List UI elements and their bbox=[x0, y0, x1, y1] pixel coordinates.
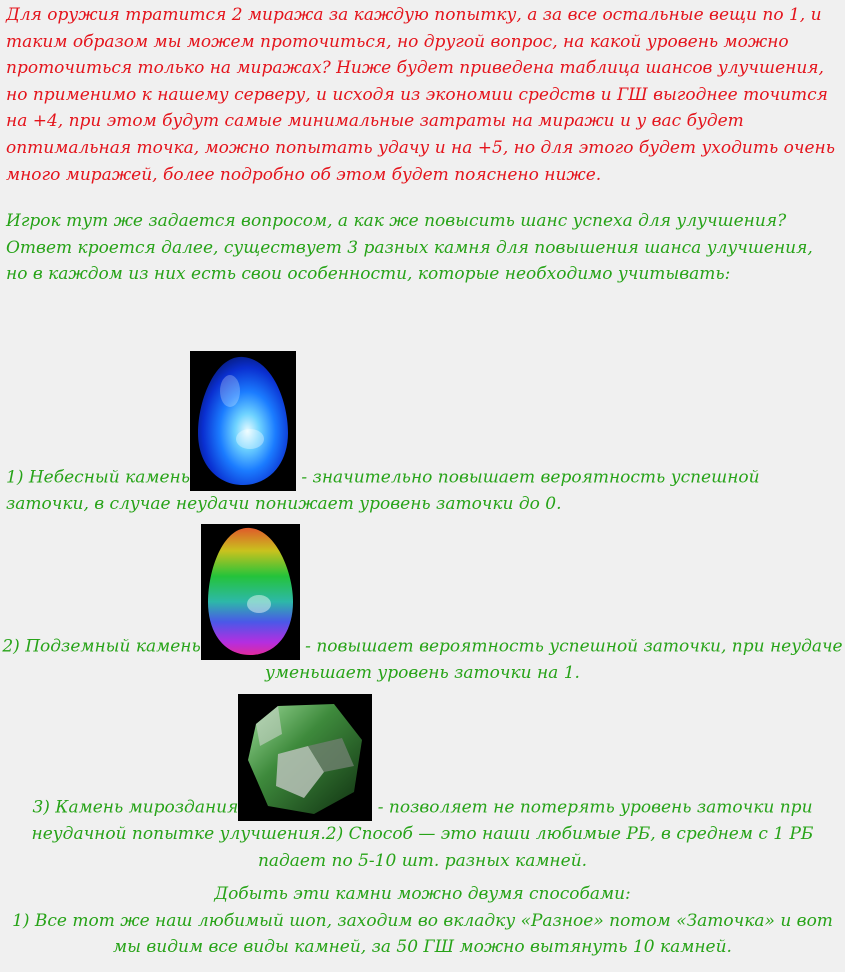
obtain-heading: Добыть эти камни можно двумя способами: bbox=[214, 884, 631, 904]
stone-label: 2) Подземный камень bbox=[2, 636, 201, 657]
blue-egg-stone-icon bbox=[190, 351, 296, 491]
stone-item-creation bbox=[0, 694, 845, 874]
intro-paragraph: Для оружия тратится 2 миража за каждую попытку, а за все остальные вещи по 1, и таким образом мы можем проточиться, но другой вопрос, на какой уровень можно проточиться только на миражах? Ниже будет приведена таблица шансов улучшения, но применимо к нашему серверу, и исходя из экономии средств и ГШ выгоднее точится на +4, при этом будут самые минимальные затраты на миражи и у вас будет оптимальная точка, можно попытать удачу и на +5, но для этого будет уходить очень много миражей, более подробно об этом будет пояснено ниже. bbox=[6, 5, 835, 185]
stone-description: - повышает вероятность успешной заточки, при неудаче уменьшает уровень заточки на 1. bbox=[265, 636, 843, 683]
stone-label: 1) Небесный камень bbox=[6, 467, 190, 488]
obtain-section bbox=[0, 881, 845, 961]
stone-label: 3) Камень мироздания bbox=[32, 797, 239, 818]
stone-item-heavenly bbox=[0, 351, 845, 518]
stone-description: - значительно повышает вероятность успешной заточки, в случае неудачи понижает уровень заточки до 0. bbox=[6, 467, 760, 514]
method-1-text: 1) Все тот же наш любимый шоп, заходим во вкладку «Разное» потом «Заточка» и вот мы видим все виды камней, за 50 ГШ можно вытянуть 10 камней. bbox=[12, 910, 833, 958]
method-2-text: 2) Способ — это наши любимые РБ, в среднем с 1 РБ падает по 5-10 шт. разных камней. bbox=[257, 824, 814, 871]
question-paragraph: Игрок тут же задается вопросом, а как же повысить шанс успеха для улучшения? Ответ кроется далее, существует 3 разных камня для повышения шанса улучшения, но в каждом из них есть свои особенности, которые необходимо учитывать: bbox=[6, 211, 813, 285]
stone-item-underground bbox=[0, 524, 845, 687]
stone-description: - позволяет не потерять уровень заточки при неудачной попытке улучшения. bbox=[31, 797, 813, 844]
green-crystal-stone-icon bbox=[238, 694, 372, 821]
rainbow-egg-stone-icon bbox=[201, 524, 300, 660]
